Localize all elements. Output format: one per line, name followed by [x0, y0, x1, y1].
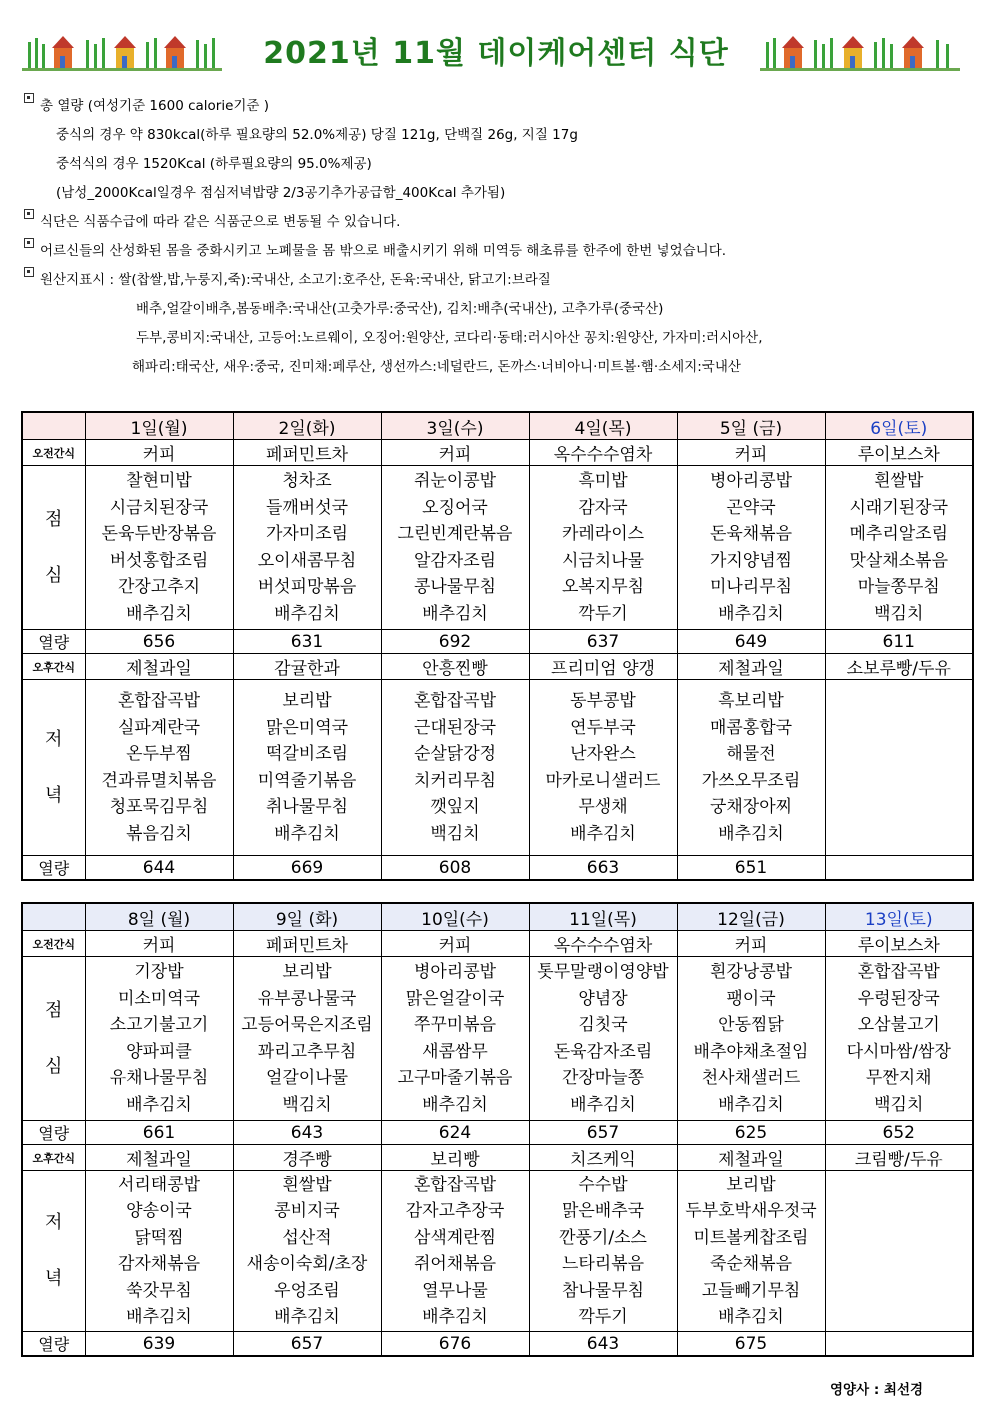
- menu-item: 동부콩밥: [570, 691, 636, 711]
- kcal-cell: 643: [529, 1332, 677, 1357]
- day-header-row: [22, 412, 973, 440]
- dinner-cell: [381, 1171, 529, 1332]
- menu-item: 참나물무침: [561, 1280, 645, 1301]
- menu-item: 미트볼케찹조림: [693, 1227, 809, 1248]
- menu-item: 무짠지채: [865, 1068, 932, 1088]
- menu-item: 시래기된장국: [849, 497, 949, 518]
- lunch-cell: [529, 466, 677, 630]
- am-snack-row: [22, 931, 973, 957]
- menu-item: 순살닭강정: [413, 744, 497, 764]
- am-snack-cell: 페퍼민트차: [233, 931, 381, 957]
- day-header: 12일(금): [677, 903, 825, 931]
- menu-item: 배추김치: [570, 1094, 636, 1115]
- lunch-cell: [825, 957, 973, 1121]
- am-snack-cell: 페퍼민트차: [233, 440, 381, 466]
- corner-cell: [22, 412, 85, 440]
- lunch-row: [22, 466, 973, 630]
- menu-item: 안동찜닭: [718, 1015, 784, 1035]
- menu-item: 배추김치: [422, 603, 488, 624]
- kcal-cell: 657: [529, 1121, 677, 1145]
- menu-item: 꽈리고추무침: [257, 1041, 357, 1062]
- menu-item: 김칫국: [578, 1015, 628, 1035]
- menu-item: 맑은얼갈이국: [405, 988, 505, 1009]
- menu-item: 그린빈계란볶음: [397, 524, 513, 544]
- menu-item: 흑미밥: [578, 471, 628, 491]
- menu-item: 팽이국: [726, 988, 776, 1009]
- dinner-row: [22, 1171, 973, 1332]
- kcal-cell: 656: [85, 630, 233, 654]
- menu-item: 유채나물무침: [109, 1068, 209, 1088]
- menu-item: 배추김치: [422, 1094, 488, 1115]
- menu-item: 궁채장아찌: [709, 797, 793, 817]
- menu-item: 병아리콩밥: [709, 471, 793, 491]
- menu-item: 혼합잡곡밥: [413, 1174, 497, 1195]
- menu-item: 흰쌀밥: [282, 1174, 332, 1195]
- info-origin-4: 해파리:태국산, 새우:중국, 진미채:페루산, 생선까스:네덜란드, 돈까스·너비아니·미트볼·햄·소세지:국내산: [132, 359, 741, 375]
- menu-item: 두부호박새우젓국: [685, 1201, 817, 1221]
- kcal-label: 열량: [22, 856, 85, 881]
- menu-item: 보리밥: [282, 691, 332, 711]
- menu-item: 흰강낭콩밥: [709, 962, 793, 982]
- menu-item: 난자완스: [570, 744, 636, 764]
- menu-item: 근대된장국: [413, 717, 497, 738]
- kcal-cell: 608: [381, 856, 529, 881]
- pm-snack-row: [22, 1145, 973, 1171]
- menu-item: 가지양념찜: [709, 550, 793, 571]
- menu-item: 깍두기: [578, 603, 628, 624]
- menu-item: 배추김치: [718, 1307, 784, 1327]
- menu-item: 얼갈이나물: [265, 1068, 349, 1088]
- am-snack-cell: 옥수수수염차: [529, 931, 677, 957]
- menu-item: 백김치: [430, 823, 480, 844]
- kcal-cell: 637: [529, 630, 677, 654]
- menu-item: 배추김치: [422, 1307, 488, 1327]
- lunch-cell: [529, 957, 677, 1121]
- kcal-cell: 676: [381, 1332, 529, 1357]
- menu-item: 연두부국: [570, 717, 636, 738]
- menu-item: 곤약국: [726, 497, 776, 518]
- menu-item: 쥐어채볶음: [413, 1254, 497, 1274]
- pm-snack-cell: 감귤한과: [233, 654, 381, 680]
- menu-item: 마늘쫑무침: [857, 577, 940, 597]
- info-lunch-nutrition: 중식의 경우 약 830kcal(하루 필요량의 52.0%제공) 당질 121g, 단백질 26g, 지질 17g: [56, 127, 578, 143]
- menu-item: 가자미조림: [265, 524, 349, 544]
- am-snack-cell: 커피: [677, 931, 825, 957]
- kcal-cell: 649: [677, 630, 825, 654]
- menu-item: 흑보리밥: [718, 691, 784, 711]
- info-seaweed-note: 어르신들의 산성화된 몸을 중화시키고 노폐물을 몸 밖으로 배출시키기 위해 미역등 해초류를 한주에 한번 넣었습니다.: [22, 237, 972, 266]
- menu-item: 소고기불고기: [109, 1015, 209, 1035]
- page-title: 2021년 11월 데이케어센터 식단: [263, 36, 729, 71]
- am-snack-label: 오전간식: [22, 440, 85, 466]
- page-header: [0, 28, 992, 78]
- menu-item: 해물전: [726, 744, 776, 764]
- kcal-cell: 625: [677, 1121, 825, 1145]
- menu-item: 취나물무침: [265, 797, 349, 817]
- dinner-cell: [85, 680, 233, 856]
- menu-item: 메추리알조림: [849, 524, 949, 544]
- dinner-cell: [381, 680, 529, 856]
- kcal-cell: 692: [381, 630, 529, 654]
- menu-item: 카레라이스: [561, 524, 645, 544]
- trees-houses-decoration-icon: [760, 32, 960, 72]
- kcal-cell: 611: [825, 630, 973, 654]
- menu-item: 배추야채초절임: [693, 1041, 809, 1062]
- kcal-cell: 639: [85, 1332, 233, 1357]
- menu-item: 깐풍기/소스: [559, 1227, 647, 1248]
- pm-snack-cell: 제철과일: [677, 654, 825, 680]
- lunch-cell: [233, 466, 381, 630]
- am-snack-cell: 옥수수수염차: [529, 440, 677, 466]
- menu-item: 고들빼기무침: [701, 1280, 801, 1301]
- info-calories: 총 열량 (여성기준 1600 calorie기준 ): [22, 92, 972, 121]
- menu-item: 떡갈비조림: [265, 744, 349, 764]
- menu-item: 콩비지국: [274, 1201, 340, 1221]
- menu-item: 수수밥: [578, 1174, 628, 1195]
- pm-snack-cell: 소보루빵/두유: [825, 654, 973, 680]
- am-snack-cell: 커피: [677, 440, 825, 466]
- am-snack-row: [22, 440, 973, 466]
- day-header: 1일(월): [85, 412, 233, 440]
- lunch-kcal-row: [22, 1121, 973, 1145]
- info-lunch-dinner-calories: 중석식의 경우 1520Kcal (하루필요량의 95.0%제공): [56, 156, 372, 172]
- lunch-cell: [677, 466, 825, 630]
- kcal-label: 열량: [22, 1121, 85, 1145]
- menu-item: 보리밥: [726, 1174, 776, 1195]
- checkbox-bullet-icon: [24, 93, 34, 103]
- menu-item: 배추김치: [274, 603, 340, 624]
- info-section: [22, 92, 972, 382]
- am-snack-cell: 커피: [85, 931, 233, 957]
- menu-item: 혼합잡곡밥: [413, 691, 497, 711]
- kcal-label: 열량: [22, 630, 85, 654]
- menu-item: 콩나물무침: [413, 577, 497, 597]
- pm-snack-cell: 보리빵: [381, 1145, 529, 1171]
- dinner-cell: [529, 1171, 677, 1332]
- am-snack-cell: 커피: [381, 931, 529, 957]
- info-origin-2: 배추,얼갈이배추,봄동배추:국내산(고춧가루:중국산), 김치:배추(국내산), 고추가루(중국산): [136, 301, 664, 317]
- menu-item: 백김치: [282, 1094, 332, 1115]
- menu-item: 새콤쌈무: [422, 1041, 488, 1062]
- menu-item: 매콤홍합국: [709, 717, 793, 738]
- dinner-cell: [825, 680, 973, 856]
- dinner-cell: [825, 1171, 973, 1332]
- menu-item: 배추김치: [126, 1307, 192, 1327]
- am-snack-cell: 루이보스차: [825, 931, 973, 957]
- corner-cell: [22, 903, 85, 931]
- menu-item: 기장밥: [134, 962, 184, 982]
- menu-item: 배추김치: [126, 1094, 192, 1115]
- menu-item: 맑은배추국: [561, 1201, 645, 1221]
- menu-item: 섭산적: [282, 1227, 332, 1248]
- kcal-cell: 643: [233, 1121, 381, 1145]
- menu-item: 병아리콩밥: [413, 962, 497, 982]
- info-male-note: (남성_2000Kcal일경우 점심저녁밥량 2/3공기추가공급함_400Kcal 추가됨): [56, 185, 506, 201]
- menu-item: 견과류멸치볶음: [101, 770, 217, 791]
- menu-item: 고구마줄기볶음: [397, 1068, 513, 1088]
- week2-menu-table: [21, 902, 974, 1357]
- pm-snack-cell: 경주빵: [233, 1145, 381, 1171]
- menu-item: 미역줄기볶음: [257, 770, 357, 791]
- menu-item: 삼색계란찜: [413, 1227, 497, 1248]
- menu-item: 새송이숙회/초장: [246, 1254, 368, 1274]
- pm-snack-cell: 제철과일: [677, 1145, 825, 1171]
- kcal-cell: 644: [85, 856, 233, 881]
- menu-item: 닭떡찜: [134, 1227, 184, 1248]
- menu-item: 간장고추지: [117, 577, 201, 597]
- menu-item: 찰현미밥: [126, 471, 192, 491]
- checkbox-bullet-icon: [24, 267, 34, 277]
- day-header: 8일 (월): [85, 903, 233, 931]
- dinner-cell: [529, 680, 677, 856]
- menu-item: 유부콩나물국: [257, 988, 357, 1009]
- menu-item: 마카로니샐러드: [545, 770, 661, 791]
- menu-item: 시금치된장국: [109, 497, 209, 518]
- kcal-label: 열량: [22, 1332, 85, 1357]
- menu-item: 들깨버섯국: [265, 497, 349, 518]
- menu-item: 오복지무침: [561, 577, 645, 597]
- dinner-cell: [233, 1171, 381, 1332]
- menu-item: 볶음김치: [126, 823, 192, 844]
- day-header: 3일(수): [381, 412, 529, 440]
- checkbox-bullet-icon: [24, 238, 34, 248]
- menu-item: 느타리볶음: [561, 1254, 645, 1274]
- menu-item: 양파피클: [126, 1041, 192, 1062]
- checkbox-bullet-icon: [24, 209, 34, 219]
- menu-item: 맑은미역국: [265, 717, 349, 738]
- menu-item: 오징어국: [422, 497, 488, 518]
- menu-item: 간장마늘쫑: [561, 1068, 645, 1088]
- pm-snack-label: 오후간식: [22, 654, 85, 680]
- pm-snack-cell: 크림빵/두유: [825, 1145, 973, 1171]
- menu-item: 치커리무침: [413, 770, 497, 791]
- menu-item: 백김치: [874, 603, 924, 624]
- info-origin-3: 두부,콩비지:국내산, 고등어:노르웨이, 오징어:원양산, 코다리·동태:러시아산 꽁치:원양산, 가자미:러시아산,: [136, 330, 763, 346]
- menu-item: 흰쌀밥: [874, 471, 924, 491]
- day-header: 13일(토): [825, 903, 973, 931]
- dinner-cell: [85, 1171, 233, 1332]
- pm-snack-cell: 치즈케익: [529, 1145, 677, 1171]
- menu-item: 쥐눈이콩밥: [413, 471, 497, 491]
- menu-item: 버섯홍합조림: [109, 550, 209, 571]
- dinner-row: [22, 680, 973, 856]
- menu-item: 깻잎지: [430, 797, 480, 817]
- day-header-row: [22, 903, 973, 931]
- kcal-cell: 675: [677, 1332, 825, 1357]
- menu-item: 배추김치: [570, 823, 636, 844]
- menu-item: 쭈꾸미볶음: [413, 1015, 497, 1035]
- kcal-cell: 631: [233, 630, 381, 654]
- menu-item: 무생채: [578, 797, 628, 817]
- menu-item: 청포묵김무침: [109, 797, 209, 817]
- kcal-cell: 657: [233, 1332, 381, 1357]
- menu-item: 배추김치: [718, 603, 784, 624]
- day-header: 6일(토): [825, 412, 973, 440]
- menu-item: 혼합잡곡밥: [117, 691, 201, 711]
- menu-item: 고등어묵은지조림: [241, 1015, 373, 1035]
- kcal-cell: 624: [381, 1121, 529, 1145]
- menu-item: 오이새콤무침: [257, 550, 357, 571]
- menu-item: 보리밥: [282, 962, 332, 982]
- dietitian-signature: 영양사 : 최선경: [830, 1382, 924, 1398]
- am-snack-cell: 커피: [381, 440, 529, 466]
- menu-item: 미소미역국: [117, 988, 201, 1009]
- menu-item: 맛살채소볶음: [849, 550, 949, 571]
- lunch-cell: [85, 957, 233, 1121]
- menu-item: 감자국: [578, 497, 628, 518]
- menu-item: 쑥갓무침: [126, 1280, 192, 1301]
- menu-item: 죽순채볶음: [709, 1254, 793, 1274]
- am-snack-label: 오전간식: [22, 931, 85, 957]
- lunch-label: 점 심: [22, 957, 85, 1121]
- menu-item: 감자채볶음: [117, 1254, 201, 1274]
- menu-item: 버섯피망볶음: [257, 577, 357, 597]
- kcal-cell: [825, 856, 973, 881]
- lunch-cell: [381, 957, 529, 1121]
- lunch-kcal-row: [22, 630, 973, 654]
- kcal-cell: 661: [85, 1121, 233, 1145]
- menu-item: 서리태콩밥: [117, 1174, 201, 1195]
- day-header: 2일(화): [233, 412, 381, 440]
- menu-item: 배추김치: [718, 823, 784, 844]
- menu-item: 깍두기: [578, 1307, 628, 1327]
- menu-item: 돈육두반장볶음: [101, 524, 217, 544]
- kcal-cell: 663: [529, 856, 677, 881]
- menu-item: 배추김치: [274, 1307, 340, 1327]
- lunch-row: [22, 957, 973, 1121]
- menu-item: 알감자조림: [413, 550, 497, 571]
- menu-item: 실파계란국: [117, 717, 201, 738]
- pm-snack-row: [22, 654, 973, 680]
- day-header: 11일(목): [529, 903, 677, 931]
- pm-snack-cell: 안흥찐빵: [381, 654, 529, 680]
- menu-item: 열무나물: [422, 1280, 488, 1301]
- menu-item: 톳무말랭이영양밥: [537, 962, 669, 982]
- menu-item: 우렁된장국: [857, 988, 940, 1009]
- day-header: 9일 (화): [233, 903, 381, 931]
- info-origin: 원산지표시 : 쌀(찹쌀,밥,누룽지,죽):국내산, 소고기:호주산, 돈육:국내산, 닭고기:브라질: [22, 266, 972, 295]
- menu-item: 백김치: [874, 1094, 924, 1115]
- lunch-cell: [825, 466, 973, 630]
- week1-menu-table: [21, 411, 974, 881]
- menu-item: 감자고추장국: [405, 1201, 505, 1221]
- dinner-label: 저 녁: [22, 680, 85, 856]
- kcal-cell: [825, 1332, 973, 1357]
- am-snack-cell: 루이보스차: [825, 440, 973, 466]
- kcal-cell: 651: [677, 856, 825, 881]
- menu-item: 양송이국: [126, 1201, 192, 1221]
- menu-item: 가쓰오무조림: [701, 770, 801, 791]
- lunch-cell: [85, 466, 233, 630]
- menu-item: 배추김치: [126, 603, 192, 624]
- menu-item: 양념장: [578, 988, 628, 1009]
- pm-snack-cell: 프리미엄 양갱: [529, 654, 677, 680]
- dinner-kcal-row: [22, 856, 973, 881]
- menu-item: 돈육채볶음: [709, 524, 793, 544]
- menu-item: 시금치나물: [561, 550, 645, 571]
- am-snack-cell: 커피: [85, 440, 233, 466]
- dinner-label: 저 녁: [22, 1171, 85, 1332]
- lunch-label: 점 심: [22, 466, 85, 630]
- kcal-cell: 669: [233, 856, 381, 881]
- menu-item: 천사채샐러드: [701, 1068, 801, 1088]
- pm-snack-label: 오후간식: [22, 1145, 85, 1171]
- day-header: 10일(수): [381, 903, 529, 931]
- menu-item: 배추김치: [274, 823, 340, 844]
- dinner-cell: [677, 1171, 825, 1332]
- info-substitution-note: 식단은 식품수급에 따라 같은 식품군으로 변동될 수 있습니다.: [22, 208, 972, 237]
- menu-item: 우엉조림: [274, 1280, 340, 1301]
- dinner-cell: [677, 680, 825, 856]
- menu-item: 혼합잡곡밥: [857, 962, 940, 982]
- pm-snack-cell: 제철과일: [85, 1145, 233, 1171]
- lunch-cell: [677, 957, 825, 1121]
- menu-item: 미나리무침: [709, 577, 793, 597]
- kcal-cell: 652: [825, 1121, 973, 1145]
- menu-item: 온두부찜: [126, 744, 192, 764]
- lunch-cell: [233, 957, 381, 1121]
- menu-item: 다시마쌈/쌈장: [846, 1041, 951, 1062]
- menu-item: 오삼불고기: [857, 1015, 940, 1035]
- menu-item: 청차조: [282, 471, 332, 491]
- day-header: 4일(목): [529, 412, 677, 440]
- day-header: 5일 (금): [677, 412, 825, 440]
- pm-snack-cell: 제철과일: [85, 654, 233, 680]
- menu-item: 배추김치: [718, 1094, 784, 1115]
- dinner-kcal-row: [22, 1332, 973, 1357]
- dinner-cell: [233, 680, 381, 856]
- lunch-cell: [381, 466, 529, 630]
- menu-item: 돈육감자조림: [553, 1041, 653, 1062]
